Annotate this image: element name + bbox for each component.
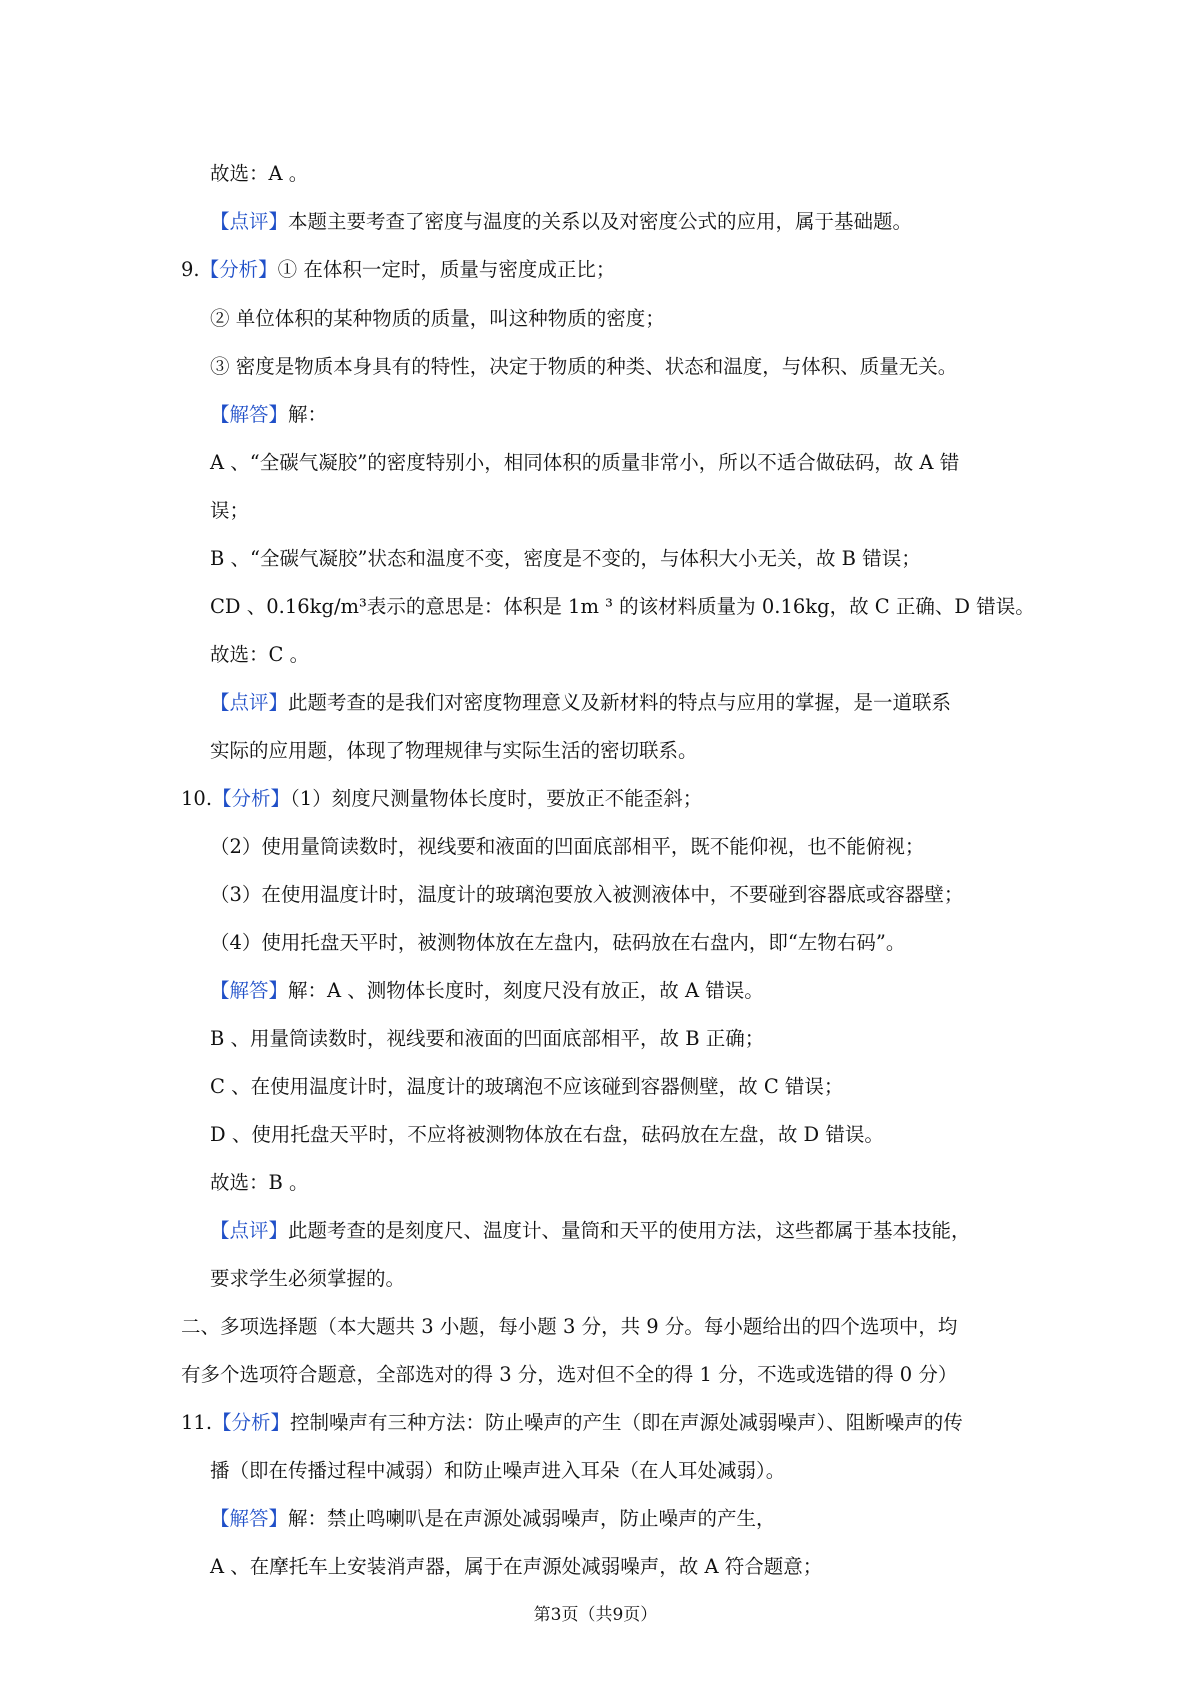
analysis-tag: 【分析】: [212, 1411, 291, 1434]
line-text: （3）在使用温度计时，温度计的玻璃泡要放入被测液体中，不要碰到容器底或容器壁；: [210, 883, 964, 906]
line-text: 故选：C 。: [210, 643, 310, 666]
conclusion-line: [210, 1169, 309, 1197]
conclusion-line: [210, 641, 309, 669]
comment-line: [210, 208, 912, 236]
answer-line: [210, 545, 921, 573]
line-text: ③ 密度是物质本身具有的特性，决定于物质的种类、状态和温度，与体积、质量无关。: [210, 355, 958, 378]
answer-line: [210, 1121, 884, 1149]
question-number: 9.: [181, 258, 200, 281]
line-text: A 、“全碳气凝胶”的密度特别小，相同体积的质量非常小，所以不适合做砝码，故 A 错: [210, 451, 960, 474]
answer-line: [210, 1025, 764, 1053]
line-text: ② 单位体积的某种物质的质量，叫这种物质的密度；: [210, 307, 665, 330]
answer-line: [210, 497, 249, 525]
line-text: 本题主要考查了密度与温度的关系以及对密度公式的应用，属于基础题。: [288, 210, 913, 233]
line-text: 播（即在传播过程中减弱）和防止噪声进入耳朵（在人耳处减弱）。: [210, 1459, 786, 1482]
q9-analysis-line: [181, 256, 615, 284]
line-text: 有多个选项符合题意，全部选对的得 3 分，选对但不全的得 1 分，不选或选错的得 0 分）: [181, 1363, 958, 1386]
section-heading: [181, 1313, 957, 1341]
answer-tag: 【解答】: [210, 979, 289, 1002]
comment-line: [210, 1265, 405, 1293]
answer-tag: 【解答】: [210, 403, 289, 426]
line-text: 故选：A 。: [210, 162, 309, 185]
line-text: 此题考查的是我们对密度物理意义及新材料的特点与应用的掌握，是一道联系: [288, 691, 952, 714]
line-text: B 、“全碳气凝胶”状态和温度不变，密度是不变的，与体积大小无关，故 B 错误；: [210, 547, 921, 570]
comment-tag: 【点评】: [210, 210, 289, 233]
analysis-line: [210, 353, 957, 381]
line-text: 此题考查的是刻度尺、温度计、量筒和天平的使用方法，这些都属于基本技能，: [288, 1219, 971, 1242]
analysis-line: [210, 1457, 785, 1485]
answer-line: [210, 977, 764, 1005]
analysis-line: [210, 833, 924, 861]
line-text: 解：A 、测物体长度时，刻度尺没有放正，故 A 错误。: [288, 979, 764, 1002]
comment-tag: 【点评】: [210, 1219, 289, 1242]
analysis-line: [210, 929, 905, 957]
line-text: A 、在摩托车上安装消声器，属于在声源处减弱噪声，故 A 符合题意；: [210, 1555, 823, 1578]
section-heading: [181, 1361, 957, 1389]
answer-line: [210, 449, 959, 477]
answer-line: [210, 593, 1035, 621]
line-text: 解：: [288, 403, 328, 426]
answer-tag: 【解答】: [210, 1507, 289, 1530]
conclusion-line: [210, 160, 308, 188]
answer-line: [210, 1073, 843, 1101]
line-text: 实际的应用题，体现了物理规律与实际生活的密切联系。: [210, 739, 698, 762]
analysis-tag: 【分析】: [199, 258, 278, 281]
line-text: 要求学生必须掌握的。: [210, 1267, 406, 1290]
analysis-line: [210, 305, 665, 333]
analysis-tag: 【分析】: [212, 787, 291, 810]
comment-line: [210, 1217, 971, 1245]
question-number: 11.: [181, 1411, 213, 1434]
question-number: 10.: [181, 787, 213, 810]
comment-tag: 【点评】: [210, 691, 289, 714]
line-text: D 、使用托盘天平时，不应将被测物体放在右盘，砝码放在左盘，故 D 错误。: [210, 1123, 884, 1146]
line-text: CD 、0.16kg/m³表示的意思是：体积是 1m ³ 的该材料质量为 0.16kg，故 C 正确、D 错误。: [210, 595, 1035, 618]
analysis-line: [210, 881, 963, 909]
comment-line: [210, 737, 698, 765]
q10-analysis-line: [181, 785, 702, 813]
answer-line: [210, 1553, 822, 1581]
q11-analysis-line: [181, 1409, 963, 1437]
line-text: （4）使用托盘天平时，被测物体放在左盘内，砝码放在右盘内，即“左物右码”。: [210, 931, 906, 954]
line-text: （2）使用量筒读数时，视线要和液面的凹面底部相平，既不能仰视，也不能俯视；: [210, 835, 925, 858]
line-text: ① 在体积一定时，质量与密度成正比；: [277, 258, 616, 281]
line-text: B 、用量筒读数时，视线要和液面的凹面底部相平，故 B 正确；: [210, 1027, 765, 1050]
line-text: 解：禁止鸣喇叭是在声源处减弱噪声，防止噪声的产生，: [288, 1507, 776, 1530]
comment-line: [210, 689, 951, 717]
page-footer: 第3页（共9页）: [533, 1605, 658, 1625]
answer-line: [210, 401, 327, 429]
line-text: 误；: [210, 499, 250, 522]
line-text: 故选：B 。: [210, 1171, 309, 1194]
line-text: 二、多项选择题（本大题共 3 小题，每小题 3 分，共 9 分。每小题给出的四个选项中，均: [181, 1315, 958, 1338]
line-text: C 、在使用温度计时，温度计的玻璃泡不应该碰到容器侧壁，故 C 错误；: [210, 1075, 844, 1098]
line-text: （1）刻度尺测量物体长度时，要放正不能歪斜；: [290, 787, 703, 810]
answer-line: [210, 1505, 776, 1533]
line-text: 控制噪声有三种方法：防止噪声的产生（即在声源处减弱噪声）、阻断噪声的传: [290, 1411, 963, 1434]
